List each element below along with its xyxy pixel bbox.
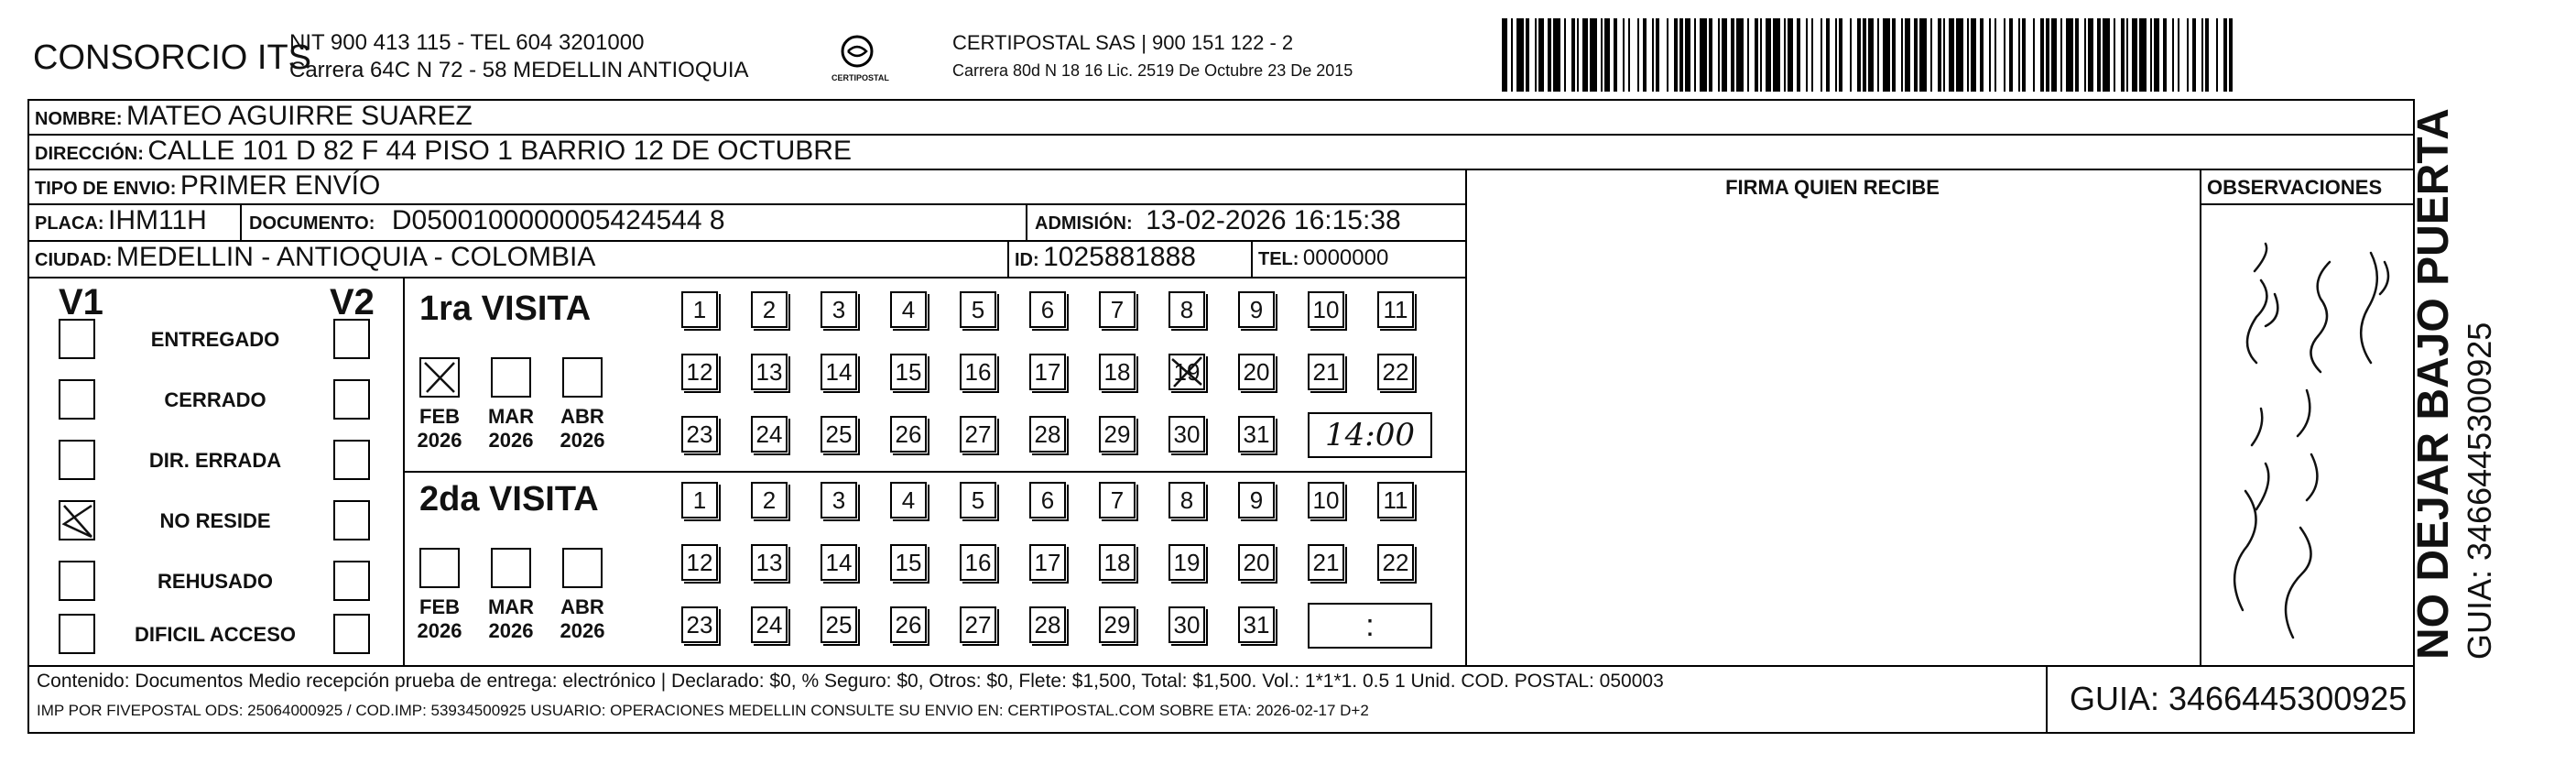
day-number: 11 [1383, 486, 1408, 514]
status-label: NO RESIDE [159, 509, 271, 532]
guia-number: GUIA: 3466445300925 [2070, 680, 2408, 717]
month-checkbox[interactable] [419, 548, 460, 588]
day-box[interactable] [1029, 482, 1066, 518]
day-box[interactable] [751, 354, 788, 390]
month-checkbox[interactable] [491, 548, 531, 588]
day-box[interactable] [1099, 606, 1136, 643]
name-label: NOMBRE: [35, 109, 123, 129]
plate-cell [35, 205, 207, 236]
barcode-bar [1919, 18, 1927, 92]
side-text [2408, 110, 2518, 660]
day-box[interactable] [1308, 544, 1344, 581]
document-cell [249, 205, 725, 236]
barcode-bar [1736, 18, 1744, 92]
v2-checkbox[interactable] [333, 440, 370, 480]
visit-time[interactable] [1308, 412, 1432, 458]
day-number: 28 [1034, 420, 1061, 448]
day-number: 12 [686, 548, 713, 576]
barcode-bar [1996, 18, 2004, 92]
day-number: 7 [1110, 295, 1125, 323]
day-box[interactable] [1099, 354, 1136, 390]
day-number: 29 [1103, 420, 1131, 448]
day-number: 20 [1243, 357, 1270, 386]
v2-checkbox[interactable] [333, 500, 370, 540]
month-checkbox[interactable] [491, 357, 531, 398]
plate-label: PLACA: [35, 213, 104, 234]
barcode-bar [2139, 18, 2147, 92]
v2-checkbox[interactable] [333, 379, 370, 420]
day-number: 22 [1382, 548, 1409, 576]
barcode-bar [1883, 18, 1890, 92]
day-box[interactable] [1377, 482, 1414, 518]
barcode-bar [1956, 18, 1963, 92]
admission-label: ADMISIÓN: [1035, 213, 1133, 234]
day-box[interactable] [890, 606, 927, 643]
day-box[interactable] [1099, 482, 1136, 518]
barcode-bar [2026, 18, 2033, 92]
barcode-bar [1553, 18, 1560, 92]
recipient-address: CALLE 101 D 82 F 44 PISO 1 BARRIO 12 DE OCTUBRE [147, 136, 852, 166]
logo-text: CERTIPOSTAL [831, 73, 889, 82]
day-box[interactable] [1377, 354, 1414, 390]
tel-label: TEL: [1258, 249, 1299, 269]
day-box[interactable] [1099, 544, 1136, 581]
day-number: 16 [964, 548, 992, 576]
v2-checkbox[interactable] [333, 614, 370, 654]
status-label: ENTREGADO [150, 328, 280, 351]
day-box[interactable] [1168, 354, 1205, 390]
day-box[interactable] [1099, 416, 1136, 453]
day-box[interactable] [681, 291, 718, 328]
day-box[interactable] [1168, 416, 1205, 453]
day-number: 27 [964, 610, 992, 638]
v2-checkbox[interactable] [333, 319, 370, 359]
status-label: DIFICIL ACCESO [134, 623, 296, 646]
day-number: 6 [1040, 486, 1055, 514]
barcode-bar [2233, 18, 2234, 92]
day-box[interactable] [960, 482, 996, 518]
day-number: 25 [825, 420, 853, 448]
warning-text: NO DEJAR BAJO PUERTA [2409, 108, 2458, 660]
address-label: DIRECCIÓN: [35, 144, 144, 164]
signature-label: FIRMA QUIEN RECIBE [1725, 176, 1940, 199]
day-number: 8 [1179, 295, 1194, 323]
shipment-type: PRIMER ENVÍO [179, 170, 381, 201]
day-number: 2 [762, 486, 777, 514]
barcode [1502, 18, 2242, 92]
day-number: 30 [1173, 420, 1201, 448]
barcode-bar [1590, 18, 1597, 92]
day-number: 15 [895, 357, 922, 386]
month-name: ABR [560, 405, 604, 428]
id-label: ID: [1015, 250, 1039, 270]
day-number: 31 [1243, 420, 1270, 448]
imp-line: IMP POR FIVEPOSTAL ODS: 25064000925 / COD.IMP: 53934500925 USUARIO: OPERACIONES MEDELLIN CONSULTE SU ENVIO EN: CERTIPOSTAL.COM SOBRE ETA: 2026-02-17 D+2 [37, 702, 1369, 719]
day-box[interactable] [1238, 291, 1275, 328]
month-year: 2026 [417, 429, 462, 452]
day-number: 25 [825, 610, 853, 638]
day-box[interactable] [1168, 482, 1205, 518]
admission-value: 13-02-2026 16:15:38 [1146, 205, 1401, 235]
day-number: 17 [1034, 548, 1061, 576]
barcode-bar [2209, 18, 2216, 92]
status-label: CERRADO [164, 388, 266, 411]
day-number: 22 [1382, 357, 1409, 386]
day-box[interactable] [751, 291, 788, 328]
day-number: 21 [1312, 548, 1340, 576]
day-number: 30 [1173, 610, 1201, 638]
day-box[interactable] [1029, 291, 1066, 328]
barcode-bar [1516, 18, 1524, 92]
month-label [412, 405, 467, 453]
day-box[interactable] [821, 482, 857, 518]
barcode-bar [1630, 18, 1637, 92]
address-row [35, 136, 852, 167]
month-year: 2026 [560, 619, 605, 642]
day-box[interactable] [751, 606, 788, 643]
tel-value: 0000000 [1302, 246, 1389, 270]
day-box[interactable] [1377, 291, 1414, 328]
day-number: 16 [964, 357, 992, 386]
day-number: 10 [1312, 295, 1340, 323]
company-name: CONSORCIO ITS [33, 38, 312, 77]
month-year: 2026 [560, 429, 605, 452]
day-number: 23 [686, 610, 713, 638]
day-box[interactable] [890, 482, 927, 518]
day-box[interactable] [1308, 354, 1344, 390]
day-number: 1 [692, 295, 707, 323]
day-number: 10 [1312, 486, 1340, 514]
status-label: REHUSADO [158, 570, 273, 593]
day-number: 14 [825, 548, 853, 576]
day-box[interactable] [821, 606, 857, 643]
month-name: MAR [487, 405, 535, 428]
company-nit: NIT 900 413 115 - TEL 604 3201000 [289, 30, 645, 55]
day-box[interactable] [681, 416, 718, 453]
day-box[interactable] [960, 354, 996, 390]
day-box[interactable] [681, 606, 718, 643]
visit-time-value: 14:00 [1325, 417, 1415, 453]
document-label: DOCUMENTO: [249, 213, 375, 234]
day-number: 13 [755, 357, 783, 386]
day-number: 9 [1249, 486, 1264, 514]
handwritten-observations [2201, 207, 2412, 663]
barcode-bar [2066, 18, 2073, 92]
v2-label: V2 [330, 282, 375, 322]
day-box[interactable] [1168, 606, 1205, 643]
admission-cell [1035, 205, 1401, 236]
carrier-license: Carrera 80d N 18 16 Lic. 2519 De Octubre 23 De 2015 [952, 61, 1353, 80]
day-number: 28 [1034, 610, 1061, 638]
v1-checkbox[interactable] [59, 440, 95, 480]
day-number: 2 [762, 295, 777, 323]
day-box[interactable] [1029, 416, 1066, 453]
day-box[interactable] [890, 416, 927, 453]
recipient-name: MATEO AGUIRRE SUAREZ [126, 101, 473, 131]
day-number: 4 [901, 295, 916, 323]
day-box[interactable] [821, 416, 857, 453]
city-cell [35, 242, 595, 273]
day-number: 20 [1243, 548, 1270, 576]
month-checkbox[interactable] [562, 357, 603, 398]
status-label: DIR. ERRADA [148, 449, 282, 472]
day-number: 31 [1243, 610, 1270, 638]
city-value: MEDELLIN - ANTIOQUIA - COLOMBIA [115, 242, 596, 272]
day-number: 8 [1179, 486, 1194, 514]
tel-cell [1258, 246, 1388, 271]
day-box[interactable] [960, 606, 996, 643]
barcode-bar [1842, 18, 1850, 92]
plate-value: IHM11H [108, 205, 207, 235]
day-box[interactable] [1238, 606, 1275, 643]
day-box[interactable] [1168, 544, 1205, 581]
barcode-bar [1773, 18, 1780, 92]
day-box[interactable] [681, 354, 718, 390]
first-visit-title: 1ra VISITA [419, 289, 592, 328]
day-number: 18 [1103, 548, 1131, 576]
day-box[interactable] [1238, 544, 1275, 581]
day-number: 7 [1110, 486, 1125, 514]
day-box[interactable] [751, 416, 788, 453]
day-number: 14 [825, 357, 853, 386]
month-year: 2026 [417, 619, 462, 642]
v1-label: V1 [59, 282, 103, 322]
day-number: 12 [686, 357, 713, 386]
day-box[interactable] [751, 544, 788, 581]
day-number: 3 [831, 486, 846, 514]
day-number: 24 [755, 420, 783, 448]
day-box[interactable] [821, 291, 857, 328]
month-year: 2026 [488, 429, 534, 452]
day-number: 26 [895, 610, 922, 638]
v1-checkbox[interactable] [59, 561, 95, 601]
day-number: 21 [1312, 357, 1340, 386]
day-box[interactable] [1099, 291, 1136, 328]
day-number: 19 [1173, 357, 1201, 386]
day-number: 4 [901, 486, 916, 514]
month-name: FEB [419, 405, 460, 428]
day-number: 5 [971, 486, 985, 514]
month-name: FEB [419, 595, 460, 618]
day-box[interactable] [1308, 291, 1344, 328]
side-guia: GUIA: 3466445300925 [2461, 322, 2498, 660]
v1-checkbox[interactable] [59, 319, 95, 359]
id-value: 1025881888 [1043, 242, 1196, 272]
day-number: 17 [1034, 357, 1061, 386]
day-box[interactable] [890, 544, 927, 581]
document-value: D0500100000005424544 8 [391, 205, 725, 235]
day-number: 3 [831, 295, 846, 323]
day-box[interactable] [751, 482, 788, 518]
carrier-info [952, 29, 1353, 84]
month-label [484, 405, 538, 453]
day-number: 11 [1383, 295, 1408, 323]
day-box[interactable] [681, 482, 718, 518]
month-label [555, 405, 610, 453]
company-info [289, 29, 749, 84]
day-number: 29 [1103, 610, 1131, 638]
day-box[interactable] [1238, 416, 1275, 453]
v1-checkbox[interactable] [59, 500, 95, 540]
second-visit-title: 2da VISITA [419, 480, 599, 518]
visit-time-value: : [1365, 607, 1375, 643]
month-checkbox[interactable] [562, 548, 603, 588]
observations-label: OBSERVACIONES [2207, 176, 2383, 199]
month-name: ABR [560, 595, 604, 618]
city-label: CIUDAD: [35, 250, 113, 270]
day-number: 24 [755, 610, 783, 638]
barcode-bar [1700, 18, 1707, 92]
day-number: 5 [971, 295, 985, 323]
day-box[interactable] [821, 544, 857, 581]
carrier-name: CERTIPOSTAL SAS | 900 151 122 - 2 [952, 31, 1294, 54]
day-box[interactable] [681, 544, 718, 581]
day-number: 15 [895, 548, 922, 576]
month-label [412, 595, 467, 643]
month-year: 2026 [488, 619, 534, 642]
month-label [555, 595, 610, 643]
day-box[interactable] [1029, 544, 1066, 581]
day-box[interactable] [890, 291, 927, 328]
type-row [35, 170, 380, 202]
day-number: 9 [1249, 295, 1264, 323]
day-number: 27 [964, 420, 992, 448]
day-box[interactable] [1168, 291, 1205, 328]
month-name: MAR [487, 595, 535, 618]
v2-checkbox[interactable] [333, 561, 370, 601]
barcode-bar [1659, 18, 1667, 92]
day-number: 18 [1103, 357, 1131, 386]
day-box[interactable] [960, 291, 996, 328]
day-number: 26 [895, 420, 922, 448]
day-box[interactable] [960, 544, 996, 581]
company-address: Carrera 64C N 72 - 58 MEDELLIN ANTIOQUIA [289, 58, 749, 82]
day-number: 6 [1040, 295, 1055, 323]
day-box[interactable] [1029, 606, 1066, 643]
day-box[interactable] [890, 354, 927, 390]
id-cell [1015, 242, 1196, 273]
day-box[interactable] [960, 416, 996, 453]
day-box[interactable] [1238, 354, 1275, 390]
barcode-bar [2179, 18, 2187, 92]
v1-checkbox[interactable] [59, 614, 95, 654]
day-number: 13 [755, 548, 783, 576]
month-checkbox[interactable] [419, 357, 460, 398]
day-box[interactable] [1238, 482, 1275, 518]
barcode-bar [2103, 18, 2110, 92]
type-label: TIPO DE ENVIO: [35, 179, 177, 199]
contents-line: Contenido: Documentos Medio recepción prueba de entrega: electrónico | Declarado: $0, % Seguro: $0, Otros: $0, Flete: $1,500, Total: $1,500. Vol.: 1*1*1. 0.5 1 Unid. COD. POSTAL: 050003 [37, 671, 1664, 692]
day-box[interactable] [821, 354, 857, 390]
day-box[interactable] [1377, 544, 1414, 581]
day-box[interactable] [1029, 354, 1066, 390]
barcode-bar [1813, 18, 1821, 92]
v1-checkbox[interactable] [59, 379, 95, 420]
name-row [35, 101, 473, 132]
month-label [484, 595, 538, 643]
day-box[interactable] [1308, 482, 1344, 518]
day-number: 19 [1173, 548, 1201, 576]
day-number: 23 [686, 420, 713, 448]
visit-time[interactable] [1308, 603, 1432, 649]
day-number: 1 [692, 486, 707, 514]
